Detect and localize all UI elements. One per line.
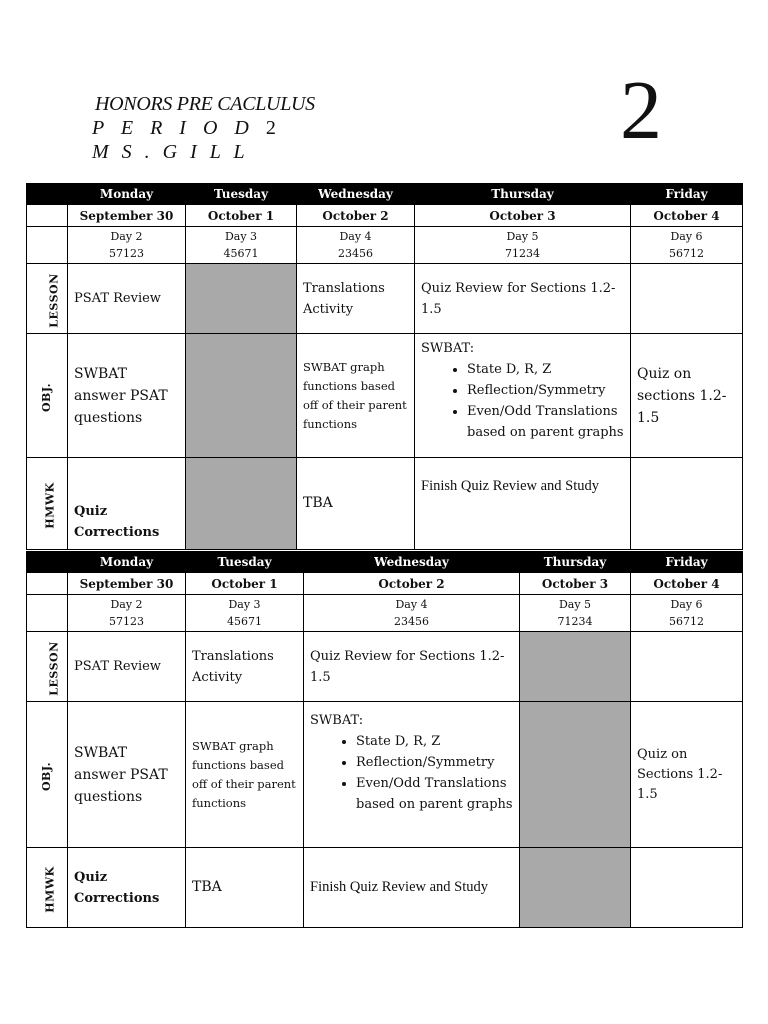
date-cell: October 3 — [415, 205, 631, 227]
day-header: Monday — [68, 552, 186, 573]
period-code: 23456 — [338, 247, 373, 260]
date-cell: October 2 — [304, 573, 520, 595]
lesson-row — [27, 264, 743, 334]
obj-wednesday: SWBAT graph functions based off of their parent functions — [297, 334, 415, 458]
weekday-header-row — [27, 184, 743, 205]
obj-monday: SWBAT answer PSAT questions — [68, 334, 186, 458]
row-label-hmwk: HMWK — [27, 848, 68, 928]
obj-friday: Quiz on Sections 1.2-1.5 — [631, 702, 743, 848]
obj-wednesday — [304, 702, 520, 848]
hmwk-thursday-blank — [520, 848, 631, 928]
period-code: 45671 — [223, 247, 259, 260]
day-number: Day 6 — [670, 230, 703, 243]
obj-tuesday-blank — [186, 334, 297, 458]
day-number-cell — [186, 227, 297, 264]
row-label-lesson: LESSON — [27, 632, 68, 702]
lesson-friday — [631, 264, 743, 334]
hmwk-monday: Quiz Corrections — [68, 848, 186, 928]
lesson-tuesday: Translations Activity — [186, 632, 304, 702]
period-code: 56712 — [669, 615, 704, 628]
row-label-hmwk: HMWK — [27, 458, 68, 550]
day-number: Day 3 — [224, 230, 258, 243]
lesson-wednesday: Quiz Review for Sections 1.2-1.5 — [304, 632, 520, 702]
day-number-cell — [631, 227, 743, 264]
obj-bullet: • Reflection/Symmetry — [467, 380, 624, 401]
period-code: 45671 — [227, 615, 262, 628]
date-cell: October 4 — [631, 573, 743, 595]
day-number: Day 5 — [558, 598, 592, 611]
schedule-table-1 — [26, 183, 743, 550]
day-header: Monday — [68, 184, 186, 205]
day-header: Thursday — [520, 552, 631, 573]
day-header: Tuesday — [186, 184, 297, 205]
day-header: Wednesday — [304, 552, 520, 573]
obj-bullet: • State D, R, Z — [467, 359, 624, 380]
big-period-number: 2 — [620, 64, 662, 157]
day-number-cell — [520, 595, 631, 632]
hmwk-friday — [631, 848, 743, 928]
lesson-thursday-blank — [520, 632, 631, 702]
hmwk-tuesday-blank — [186, 458, 297, 550]
objective-row — [27, 334, 743, 458]
day-header: Thursday — [415, 184, 631, 205]
period-number: 2 — [265, 117, 276, 139]
schedule-table-2 — [26, 551, 743, 928]
obj-bullet: • Even/Odd Translations based on parent graphs — [356, 773, 513, 815]
day-number: Day 2 — [110, 598, 143, 611]
period-line — [92, 116, 315, 140]
day-number-row — [27, 595, 743, 632]
hmwk-tuesday: TBA — [186, 848, 304, 928]
lesson-monday: PSAT Review — [68, 264, 186, 334]
obj-thursday — [415, 334, 631, 458]
obj-friday: Quiz on sections 1.2-1.5 — [631, 334, 743, 458]
day-number: Day 4 — [395, 598, 428, 611]
homework-row — [27, 458, 743, 550]
period-code: 57123 — [109, 615, 144, 628]
date-cell: October 1 — [186, 205, 297, 227]
date-cell: October 2 — [297, 205, 415, 227]
lesson-wednesday: Translations Activity — [297, 264, 415, 334]
period-code: 71234 — [557, 615, 593, 628]
lesson-thursday: Quiz Review for Sections 1.2-1.5 — [415, 264, 631, 334]
corner-cell — [27, 184, 68, 205]
day-number-cell — [304, 595, 520, 632]
day-number-cell — [415, 227, 631, 264]
day-number-cell — [186, 595, 304, 632]
hmwk-wednesday: Finish Quiz Review and Study — [304, 848, 520, 928]
obj-bullet: • Reflection/Symmetry — [356, 752, 513, 773]
period-code: 71234 — [505, 247, 540, 260]
day-header: Friday — [631, 184, 743, 205]
date-cell: October 1 — [186, 573, 304, 595]
lesson-monday: PSAT Review — [68, 632, 186, 702]
date-row — [27, 205, 743, 227]
period-code: 23456 — [394, 615, 429, 628]
obj-wednesday-list — [310, 731, 513, 815]
lesson-tuesday-blank — [186, 264, 297, 334]
homework-row — [27, 848, 743, 928]
lesson-friday — [631, 632, 743, 702]
period-label: P E R I O D — [92, 117, 255, 139]
obj-thursday-list — [421, 359, 624, 443]
date-cell: October 4 — [631, 205, 743, 227]
hmwk-wednesday: TBA — [297, 458, 415, 550]
day-number-cell — [631, 595, 743, 632]
obj-bullet: • State D, R, Z — [356, 731, 513, 752]
obj-bullet: • Even/Odd Translations based on parent graphs — [467, 401, 624, 443]
row-label-obj: OBJ. — [27, 702, 68, 848]
period-code: 57123 — [109, 247, 144, 260]
date-row — [27, 573, 743, 595]
row-label-lesson: LESSON — [27, 264, 68, 334]
course-title: HONORS PRE CACLULUS — [95, 93, 315, 115]
row-label-obj: OBJ. — [27, 334, 68, 458]
obj-thursday-title: SWBAT: — [421, 341, 475, 356]
day-number: Day 4 — [339, 230, 372, 243]
obj-wednesday-title: SWBAT: — [310, 713, 364, 728]
objective-row — [27, 702, 743, 848]
period-code: 56712 — [669, 247, 704, 260]
day-number-cell — [297, 227, 415, 264]
date-cell: September 30 — [68, 205, 186, 227]
day-header: Friday — [631, 552, 743, 573]
day-number: Day 5 — [506, 230, 539, 243]
document-header — [92, 92, 315, 164]
day-number: Day 2 — [110, 230, 143, 243]
teacher-name: M S . G I L L — [92, 141, 249, 163]
corner-cell — [27, 552, 68, 573]
obj-tuesday: SWBAT graph functions based off of their parent functions — [186, 702, 304, 848]
obj-monday: SWBAT answer PSAT questions — [68, 702, 186, 848]
hmwk-thursday: Finish Quiz Review and Study — [415, 458, 631, 550]
obj-thursday-blank — [520, 702, 631, 848]
day-number: Day 3 — [228, 598, 261, 611]
day-header: Tuesday — [186, 552, 304, 573]
date-cell: September 30 — [68, 573, 186, 595]
day-number: Day 6 — [670, 598, 703, 611]
lesson-row — [27, 632, 743, 702]
hmwk-monday: Quiz Corrections — [68, 458, 186, 550]
weekday-header-row — [27, 552, 743, 573]
date-cell: October 3 — [520, 573, 631, 595]
day-header: Wednesday — [297, 184, 415, 205]
day-number-cell — [68, 227, 186, 264]
day-number-cell — [68, 595, 186, 632]
hmwk-friday — [631, 458, 743, 550]
day-number-row — [27, 227, 743, 264]
